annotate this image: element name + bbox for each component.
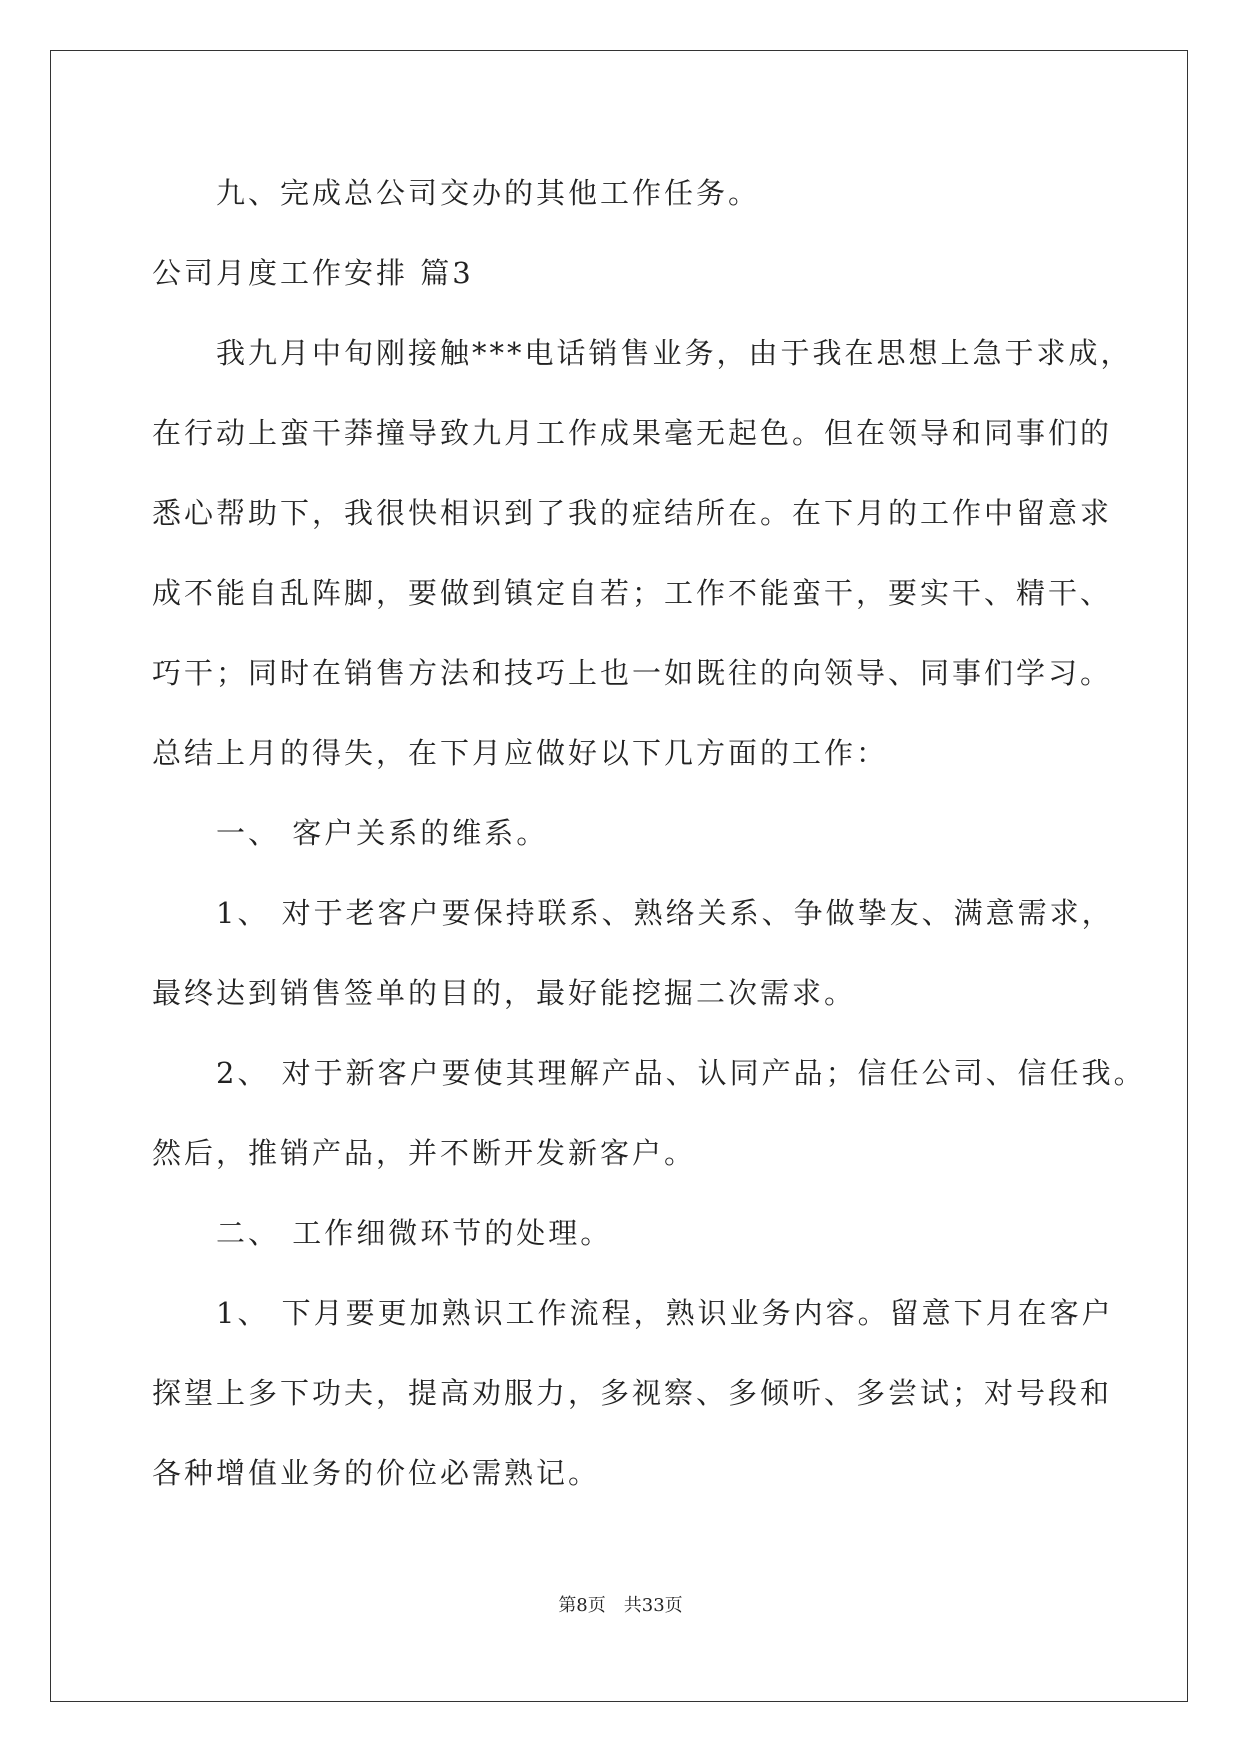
paragraph-line: 一、 客户关系的维系。: [152, 816, 549, 850]
paragraph-line: 探望上多下功夫，提高劝服力，多视察、多倾听、多尝试；对号段和: [152, 1376, 1113, 1410]
section-heading: 公司月度工作安排 篇3: [152, 256, 474, 290]
paragraph-line: 然后，推销产品，并不断开发新客户。: [152, 1136, 697, 1170]
paragraph-line: 二、 工作细微环节的处理。: [152, 1216, 613, 1250]
paragraph-line: 2、 对于新客户要使其理解产品、认同产品；信任公司、信任我。: [152, 1056, 1146, 1090]
page-number: 第8页 共33页: [558, 1595, 683, 1616]
paragraph-line: 我九月中旬刚接触***电话销售业务，由于我在思想上急于求成，: [152, 336, 1133, 370]
paragraph-line: 在行动上蛮干莽撞导致九月工作成果毫无起色。但在领导和同事们的: [152, 416, 1113, 450]
paragraph-line: 巧干；同时在销售方法和技巧上也一如既往的向领导、同事们学习。: [152, 656, 1113, 690]
paragraph-line: 最终达到销售签单的目的，最好能挖掘二次需求。: [152, 976, 857, 1010]
paragraph-line: 1、 对于老客户要保持联系、熟络关系、争做挚友、满意需求，: [152, 896, 1114, 930]
paragraph-line: 1、 下月要更加熟识工作流程，熟识业务内容。留意下月在客户: [152, 1296, 1114, 1330]
paragraph-line: 九、完成总公司交办的其他工作任务。: [152, 176, 761, 210]
paragraph-line: 成不能自乱阵脚，要做到镇定自若；工作不能蛮干，要实干、精干、: [152, 576, 1113, 610]
paragraph-line: 各种增值业务的价位必需熟记。: [152, 1456, 601, 1490]
paragraph-line: 总结上月的得失，在下月应做好以下几方面的工作：: [152, 736, 889, 770]
paragraph-line: 悉心帮助下，我很快相识到了我的症结所在。在下月的工作中留意求: [152, 496, 1113, 530]
